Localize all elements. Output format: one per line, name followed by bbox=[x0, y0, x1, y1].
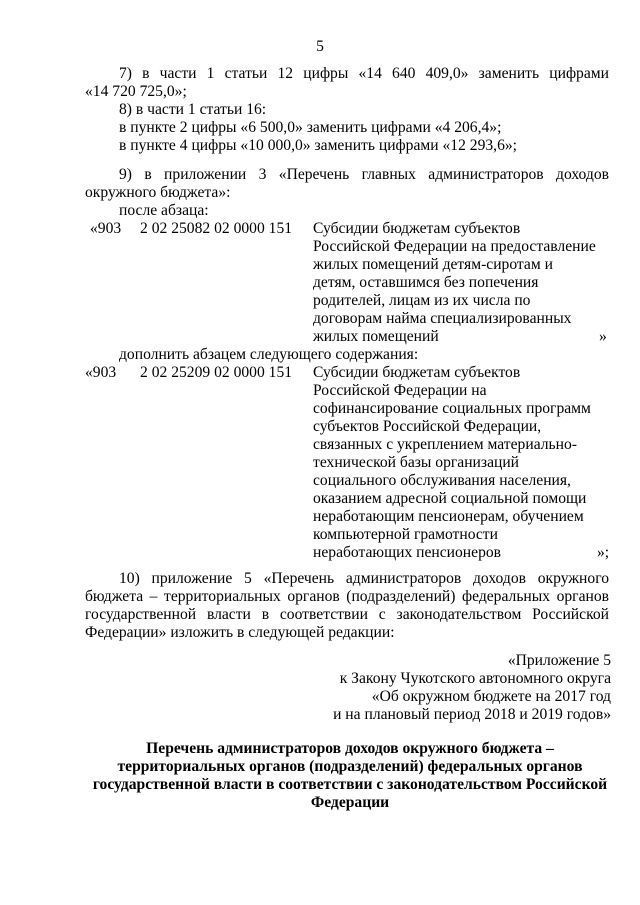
item7-line2: «14 720 725,0»; bbox=[85, 83, 187, 100]
description-line: Субсидии бюджетам субъектов bbox=[313, 220, 521, 237]
description-line: неработающим пенсионерам, обучением bbox=[313, 508, 584, 525]
revenue-code: 2 02 25209 02 0000 151 bbox=[140, 364, 293, 381]
item10-line1: 10) приложение 5 «Перечень администраторов доходов окружного bbox=[119, 570, 609, 587]
description-line: софинансирование социальных программ bbox=[313, 400, 591, 417]
revenue-description bbox=[313, 220, 603, 346]
revenue-code: 2 02 25082 02 0000 151 bbox=[140, 220, 293, 237]
appendix-law-title: «Об окружном бюджете на 2017 год bbox=[371, 688, 611, 705]
item7-line1: 7) в части 1 статьи 12 цифры «14 640 409,0» заменить цифрами bbox=[119, 65, 609, 82]
description-line: родителей, лицам из их числа по bbox=[313, 292, 531, 309]
appendix-title-line: Федерации bbox=[310, 794, 390, 811]
item8-line3: в пункте 4 цифры «10 000,0» заменить цифрами «12 293,6»; bbox=[119, 137, 517, 154]
item10-line4: Федерации» изложить в следующей редакции: bbox=[85, 624, 395, 641]
description-line: договорам найма специализированных bbox=[313, 310, 572, 327]
description-line: детям, оставшимся без попечения bbox=[313, 274, 539, 291]
item9-line2: окружного бюджета»: bbox=[85, 184, 231, 201]
revenue-description bbox=[313, 364, 603, 562]
description-line: жилых помещений bbox=[313, 328, 439, 345]
appendix-label: «Приложение 5 bbox=[507, 652, 611, 669]
item8-line1: 8) в части 1 статьи 16: bbox=[119, 101, 267, 118]
page-number: 5 bbox=[316, 38, 324, 55]
item8-line2: в пункте 2 цифры «6 500,0» заменить цифрами «4 206,4»; bbox=[119, 119, 502, 136]
description-line: компьютерной грамотности bbox=[313, 526, 498, 543]
appendix-title-line: территориальных органов (подразделений) федеральных органов bbox=[117, 758, 583, 775]
closing-quote-semicolon: »; bbox=[597, 544, 610, 561]
admin-code: «903 bbox=[90, 220, 122, 237]
after-paragraph-label: после абзаца: bbox=[119, 202, 209, 219]
item10-line2: бюджета – территориальных органов (подразделений) федеральных органов bbox=[85, 588, 609, 605]
description-line: оказанием адресной социальной помощи bbox=[313, 490, 587, 507]
description-line: Российской Федерации на предоставление bbox=[313, 238, 596, 255]
description-line: неработающих пенсионеров bbox=[313, 544, 502, 561]
description-line: Российской Федерации на bbox=[313, 382, 487, 399]
description-line: Субсидии бюджетам субъектов bbox=[313, 364, 521, 381]
appendix-title bbox=[85, 740, 615, 812]
description-line: связанных с укреплением материально- bbox=[313, 436, 577, 453]
description-line: жилых помещений детям-сиротам и bbox=[313, 256, 553, 273]
closing-quote: » bbox=[599, 328, 607, 345]
appendix-law-line: к Закону Чукотского автономного округа bbox=[339, 670, 611, 687]
item10-line3: государственной власти в соответствии с законодательством Российской bbox=[85, 606, 609, 623]
description-line: социального обслуживания населения, bbox=[313, 472, 571, 489]
description-line: субъектов Российской Федерации, bbox=[313, 418, 542, 435]
description-line: технической базы организаций bbox=[313, 454, 520, 471]
item9-line1: 9) в приложении 3 «Перечень главных администраторов доходов bbox=[119, 166, 609, 183]
admin-code: «903 bbox=[85, 364, 117, 381]
appendix-law-period: и на плановый период 2018 и 2019 годов» bbox=[333, 706, 611, 723]
add-paragraph-label: дополнить абзацем следующего содержания: bbox=[119, 346, 419, 363]
appendix-title-line: Перечень администраторов доходов окружного бюджета – bbox=[146, 740, 554, 757]
appendix-title-line: государственной власти в соответствии с законодательством Российской bbox=[92, 776, 608, 793]
